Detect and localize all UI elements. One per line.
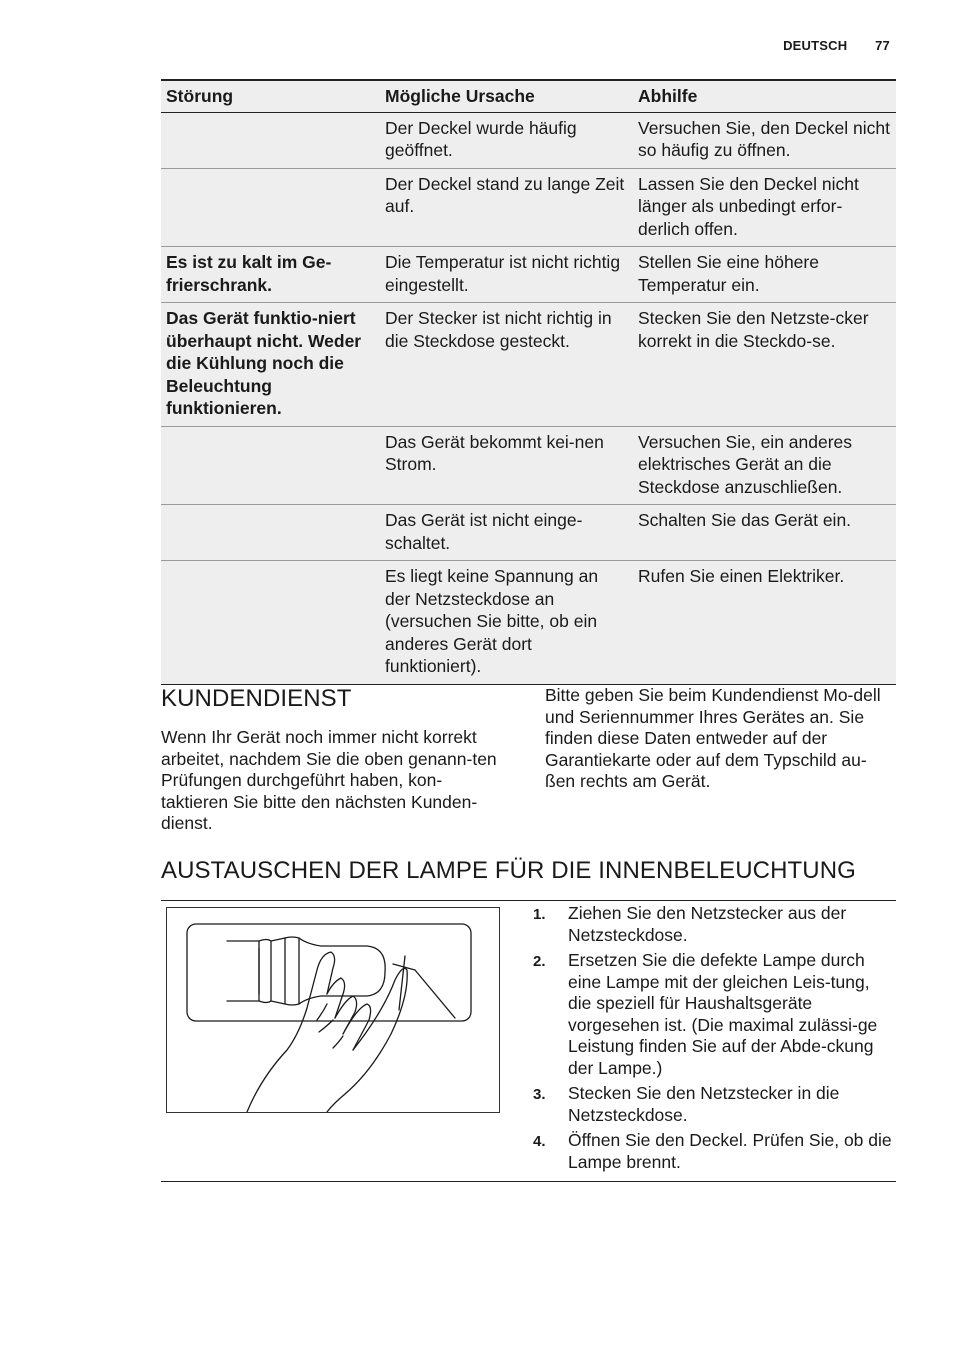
problem-cell xyxy=(161,426,380,505)
step-text: Öffnen Sie den Deckel. Prüfen Sie, ob die Lampe brennt. xyxy=(568,1130,892,1172)
troubleshooting-table xyxy=(161,79,896,685)
table-header-row xyxy=(161,80,896,112)
remedy-cell: Versuchen Sie, den Deckel nicht so häufig zu öffnen. xyxy=(633,112,896,168)
kundendienst-text-left: Wenn Ihr Gerät noch immer nicht korrekt arbeitet, nachdem Sie die oben genann-ten Prüfungen durchgeführt haben, kon-taktieren Sie bitte den nächsten Kunden-dienst. xyxy=(161,727,497,833)
step-text: Ersetzen Sie die defekte Lampe durch eine Lampe mit der gleichen Leis-tung, die speziell für Haushaltsgeräte vorgesehen ist. (Die maximal zulässi-ge Leistung finden Sie auf der Abde-ckung der Lampe.) xyxy=(568,950,878,1078)
step-number: 3. xyxy=(533,1086,546,1103)
problem-cell xyxy=(161,505,380,561)
step-number: 2. xyxy=(533,953,546,970)
table-row xyxy=(161,303,896,427)
problem-cell xyxy=(161,561,380,685)
lamp-heading: AUSTAUSCHEN DER LAMPE FÜR DIE INNENBELEUCHTUNG xyxy=(161,857,856,884)
cause-cell: Es liegt keine Spannung an der Netzsteckdose an (versuchen Sie bitte, ob ein anderes Gerät dort funktioniert). xyxy=(380,561,633,685)
list-item xyxy=(533,1130,893,1173)
kundendienst-text-right: Bitte geben Sie beim Kundendienst Mo-dell und Seriennummer Ihres Gerätes an. Sie finden diese Daten entweder auf der Garantiekarte oder auf dem Typschild au-ßen rechts am Gerät. xyxy=(545,685,881,791)
step-number: 1. xyxy=(533,906,546,923)
remedy-cell: Stellen Sie eine höhere Temperatur ein. xyxy=(633,247,896,303)
table-row xyxy=(161,426,896,505)
step-text: Ziehen Sie den Netzstecker aus der Netzsteckdose. xyxy=(568,903,847,945)
table-row xyxy=(161,505,896,561)
column-header-remedy: Abhilfe xyxy=(633,80,896,112)
page-number: 77 xyxy=(875,38,890,53)
remedy-cell: Versuchen Sie, ein anderes elektrisches Gerät an die Steckdose anzuschließen. xyxy=(633,426,896,505)
problem-cell xyxy=(161,112,380,168)
remedy-cell: Rufen Sie einen Elektriker. xyxy=(633,561,896,685)
step-text: Stecken Sie den Netzstecker in die Netzsteckdose. xyxy=(568,1083,840,1125)
cause-cell: Der Deckel wurde häufig geöffnet. xyxy=(380,112,633,168)
language-label: DEUTSCH xyxy=(783,38,848,53)
remedy-cell: Schalten Sie das Gerät ein. xyxy=(633,505,896,561)
hand-removing-lamp-cover-icon xyxy=(167,908,499,1112)
kundendienst-heading: KUNDENDIENST xyxy=(161,685,352,712)
table-row xyxy=(161,561,896,685)
remedy-cell: Lassen Sie den Deckel nicht länger als unbedingt erfor-derlich offen. xyxy=(633,168,896,247)
cause-cell: Das Gerät ist nicht einge-schaltet. xyxy=(380,505,633,561)
table-row xyxy=(161,247,896,303)
page-header xyxy=(783,38,890,53)
list-item xyxy=(533,950,893,1079)
cause-cell: Die Temperatur ist nicht richtig eingestellt. xyxy=(380,247,633,303)
table-row xyxy=(161,168,896,247)
problem-cell: Es ist zu kalt im Ge-frierschrank. xyxy=(161,247,380,303)
step-number: 4. xyxy=(533,1133,546,1150)
cause-cell: Der Stecker ist nicht richtig in die Steckdose gesteckt. xyxy=(380,303,633,427)
column-header-cause: Mögliche Ursache xyxy=(380,80,633,112)
remedy-cell: Stecken Sie den Netzste-cker korrekt in die Steckdo-se. xyxy=(633,303,896,427)
list-item xyxy=(533,903,893,946)
section-divider-top xyxy=(161,900,896,901)
column-header-problem: Störung xyxy=(161,80,380,112)
table-row xyxy=(161,112,896,168)
problem-cell: Das Gerät funktio-niert überhaupt nicht. Weder die Kühlung noch die Beleuchtung funktionieren. xyxy=(161,303,380,427)
list-item xyxy=(533,1083,893,1126)
cause-cell: Das Gerät bekommt kei-nen Strom. xyxy=(380,426,633,505)
cause-cell: Der Deckel stand zu lange Zeit auf. xyxy=(380,168,633,247)
problem-cell xyxy=(161,168,380,247)
section-divider-bottom xyxy=(161,1181,896,1182)
lamp-replacement-illustration xyxy=(166,907,500,1113)
lamp-replacement-steps xyxy=(533,903,893,1177)
